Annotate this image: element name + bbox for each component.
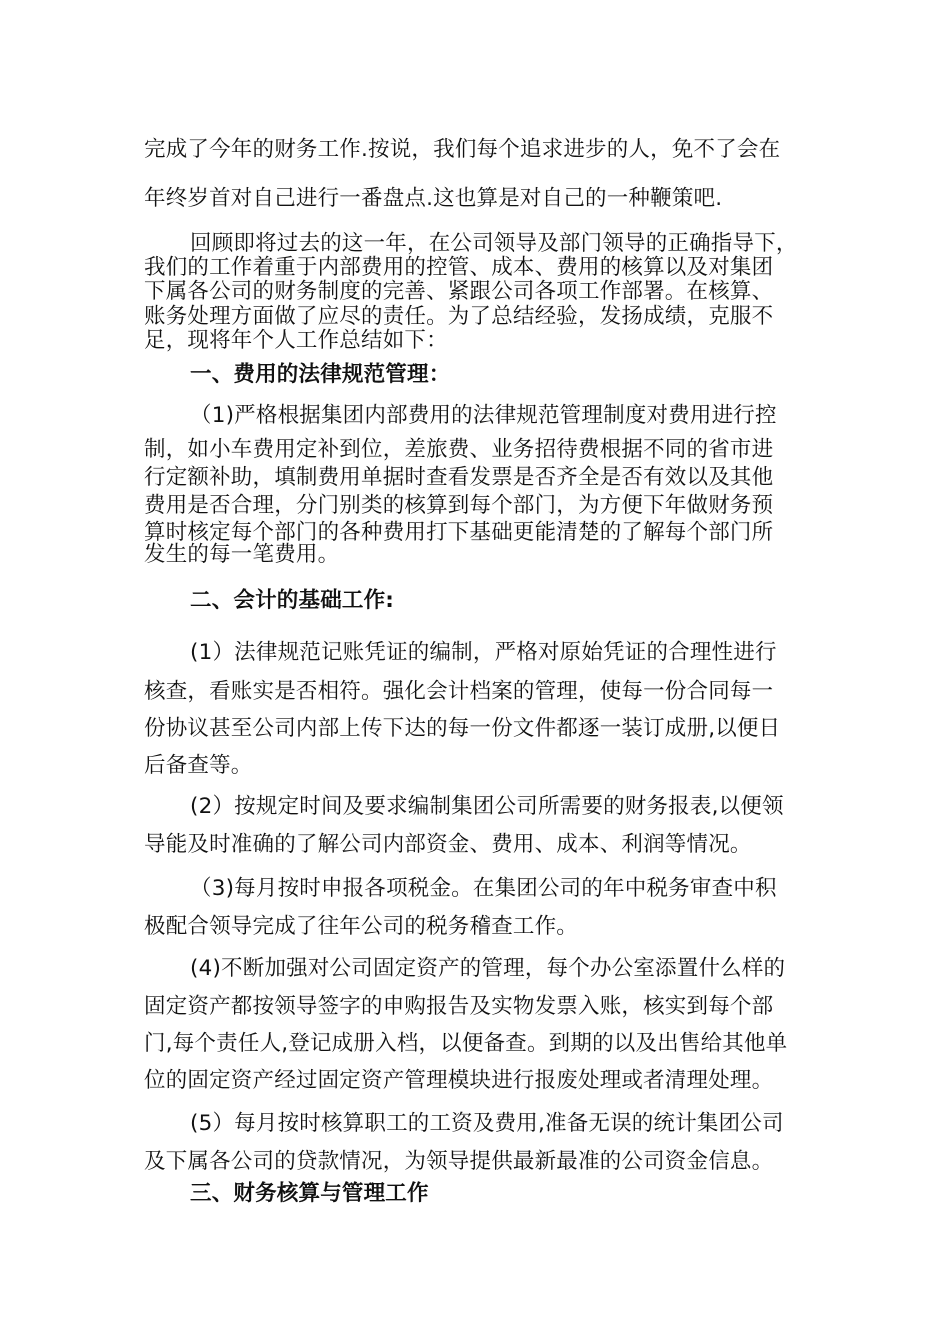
- section-2-item-2-line-2: 导能及时准确的了解公司内部资金、费用、成本、利润等情况。: [144, 832, 752, 857]
- review-line-3: 下属各公司的财务制度的完善、紧跟公司各项工作部署。在核算、: [144, 279, 774, 304]
- review-line-5: 足，现将年个人工作总结如下：: [144, 328, 448, 353]
- review-line-1: 回顾即将过去的这一年，在公司领导及部门领导的正确指导下，: [190, 231, 798, 256]
- intro-line-1: 完成了今年的财务工作.按说，我们每个追求进步的人，免不了会在: [144, 137, 781, 162]
- section-1-item-1-line-1: （1)严格根据集团内部费用的法律规范管理制度对费用进行控: [190, 403, 777, 428]
- review-line-4: 账务处理方面做了应尽的责任。为了总结经验，发扬成绩，克服不: [144, 304, 774, 329]
- section-1-item-1-line-6: 发生的每一笔费用。: [144, 542, 340, 567]
- section-2-item-1-line-1: (1）法律规范记账凭证的编制，严格对原始凭证的合理性进行: [190, 640, 777, 665]
- section-2-item-4-line-3: 门,每个责任人,登记成册入档，以便备查。到期的以及出售给其他单: [144, 1031, 788, 1056]
- section-2-item-1-line-2: 核查，看账实是否相符。强化会计档案的管理，使每一份合同每一: [144, 679, 774, 704]
- review-line-2: 我们的工作着重于内部费用的控管、成本、费用的核算以及对集团: [144, 255, 774, 280]
- section-2-item-2-line-1: (2）按规定时间及要求编制集团公司所需要的财务报表,以便领: [190, 794, 784, 819]
- section-1-item-1-line-3: 行定额补助，填制费用单据时查看发票是否齐全是否有效以及其他: [144, 465, 774, 490]
- section-2-item-1-line-3: 份协议甚至公司内部上传下达的每一份文件都逐一装订成册,以便日: [144, 716, 781, 741]
- intro-line-2: 年终岁首对自己进行一番盘点.这也算是对自己的一种鞭策吧.: [144, 186, 723, 211]
- section-3-heading: 三、财务核算与管理工作: [190, 1181, 429, 1206]
- section-2-item-4-line-2: 固定资产都按领导签字的申购报告及实物发票入账，核实到每个部: [144, 994, 774, 1019]
- section-2-item-4-line-1: (4)不断加强对公司固定资产的管理，每个办公室添置什么样的: [190, 956, 786, 981]
- section-1-item-1-line-2: 制，如小车费用定补到位，差旅费、业务招待费根据不同的省市进: [144, 437, 774, 462]
- section-2-item-5-line-2: 及下属各公司的贷款情况，为领导提供最新最准的公司资金信息。: [144, 1149, 774, 1174]
- section-2-item-3-line-1: （3)每月按时申报各项税金。在集团公司的年中税务审查中积: [190, 876, 777, 901]
- section-2-item-3-line-2: 极配合领导完成了往年公司的税务稽查工作。: [144, 914, 579, 939]
- section-2-item-5-line-1: (5）每月按时核算职工的工资及费用,准备无误的统计集团公司: [190, 1111, 784, 1136]
- section-1-item-1-line-4: 费用是否合理，分门别类的核算到每个部门，为方便下年做财务预: [144, 493, 774, 518]
- section-2-item-1-line-4: 后备查等。: [144, 753, 253, 778]
- section-1-item-1-line-5: 算时核定每个部门的各种费用打下基础更能清楚的了解每个部门所: [144, 520, 774, 545]
- section-2-item-4-line-4: 位的固定资产经过固定资产管理模块进行报废处理或者清理处理。: [144, 1068, 774, 1093]
- section-1-heading: 一、费用的法律规范管理：: [190, 362, 451, 387]
- section-2-heading: 二、会计的基础工作:: [190, 588, 395, 613]
